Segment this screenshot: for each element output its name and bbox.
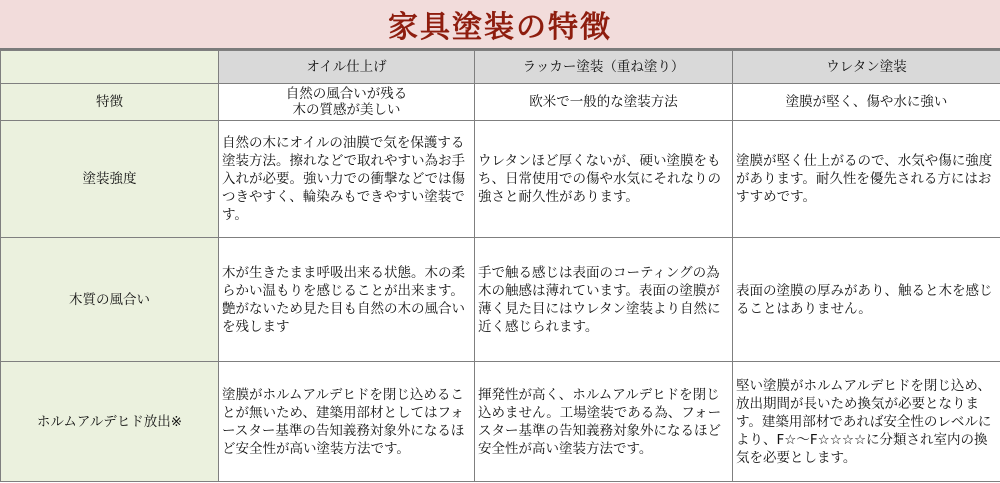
header-row [1,51,1000,84]
row-header-strength: 塗装強度 [1,121,219,238]
table-row [1,84,1000,121]
feature-cell-lacquer: 欧米で一般的な塗装方法 [475,84,733,121]
column-header-oil: オイル仕上げ [219,51,475,84]
texture-cell-oil: 木が生きたまま呼吸出来る状態。木の柔らかい温もりを感じることが出来ます。艶がないため見た目も自然の木の風合いを残します [219,238,475,362]
corner-cell [1,51,219,84]
feature-cell-oil [219,84,475,121]
strength-cell-lacquer: ウレタンほど厚くないが、硬い塗膜をもち、日常使用での傷や水気にそれなりの強さと耐久性があります。 [475,121,733,238]
row-header-texture: 木質の風合い [1,238,219,362]
feature-cell-urethane: 塗膜が堅く、傷や水に強い [733,84,1000,121]
column-header-lacquer: ラッカー塗装（重ね塗り） [475,51,733,84]
strength-cell-urethane: 塗膜が堅く仕上がるので、水気や傷に強度があります。耐久性を優先される方にはおすすめです。 [733,121,1000,238]
table-row [1,121,1000,238]
formaldehyde-cell-lacquer: 揮発性が高く、ホルムアルデヒドを閉じ込めません。工場塗装である為、フォースター基準の告知義務対象外になるほど安全性が高い塗装方法です。 [475,362,733,482]
row-header-feature: 特徴 [1,84,219,121]
title-banner [0,0,1000,50]
table-row [1,238,1000,362]
formaldehyde-cell-urethane: 堅い塗膜がホルムアルデヒドを閉じ込め、放出期間が長いため換気が必要となります。建築用部材であれば安全性のレベルにより、F☆～F☆☆☆☆に分類され室内の換気を必要とします。 [733,362,1000,482]
formaldehyde-cell-oil: 塗膜がホルムアルデヒドを閉じ込めることが無いため、建築用部材としてはフォースター基準の告知義務対象外になるほど安全性が高い塗装方法です。 [219,362,475,482]
strength-cell-oil: 自然の木にオイルの油膜で気を保護する塗装方法。擦れなどで取れやすい為お手入れが必要。強い力での衝撃などでは傷つきやすく、輪染みもできやすい塗装です。 [219,121,475,238]
comparison-table [0,50,1000,482]
texture-cell-lacquer: 手で触る感じは表面のコーティングの為木の触感は薄れています。表面の塗膜が薄く見た目にはウレタン塗装より自然に近く感じられます。 [475,238,733,362]
column-header-urethane: ウレタン塗装 [733,51,1000,84]
page-title: 家具塗装の特徴 [388,10,612,45]
row-header-formaldehyde: ホルムアルデヒド放出※ [1,362,219,482]
table-row [1,362,1000,482]
texture-cell-urethane: 表面の塗膜の厚みがあり、触ると木を感じることはありません。 [733,238,1000,362]
feature-text-oil: 自然の風合いが残る 木の質感が美しい [285,86,408,118]
